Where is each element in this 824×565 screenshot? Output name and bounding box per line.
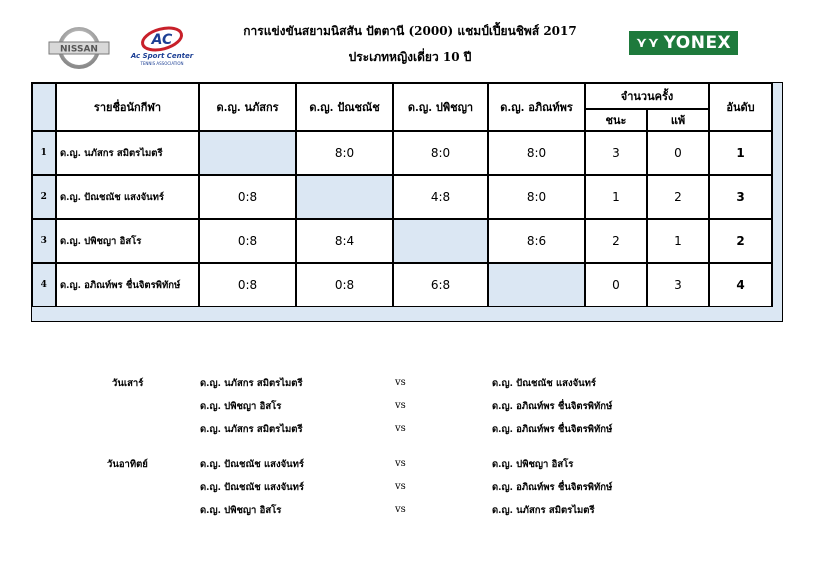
schedule-player-a: ด.ญ. ปพิชญา อิสโร — [200, 401, 282, 412]
score-cell: 4:8 — [393, 175, 488, 219]
schedule-player-a: ด.ญ. ปพิชญา อิสโร — [200, 505, 282, 516]
table-row — [32, 175, 772, 219]
rank-value: 1 — [709, 131, 772, 175]
schedule-vs: vs — [395, 423, 406, 434]
schedule-day: วันเสาร์ — [112, 378, 144, 389]
schedule-vs: vs — [395, 377, 406, 388]
win-count: 2 — [585, 219, 647, 263]
schedule-vs: vs — [395, 504, 406, 515]
loss-count: 3 — [647, 263, 709, 307]
score-cell: 8:0 — [296, 131, 393, 175]
score-cell: 8:6 — [488, 219, 585, 263]
schedule-player-a: ด.ญ. ปัณชณัช แสงจันทร์ — [200, 459, 305, 470]
score-cell — [393, 219, 488, 263]
svg-text:AC: AC — [151, 32, 173, 48]
header-name: รายชื่อนักกีฬา — [56, 83, 199, 131]
score-cell: 0:8 — [296, 263, 393, 307]
row-number: 2 — [32, 175, 56, 219]
header-no — [32, 83, 56, 131]
header-win: ชนะ — [585, 109, 647, 131]
header-player-3: ด.ญ. ปพิชญา — [393, 83, 488, 131]
header-loss: แพ้ — [647, 109, 709, 131]
table-row — [32, 219, 772, 263]
nissan-logo — [48, 26, 110, 70]
schedule-player-b: ด.ญ. อภิณท์พร ชื่นจิตรพิทักษ์ — [492, 401, 613, 412]
score-cell — [296, 175, 393, 219]
rank-value: 2 — [709, 219, 772, 263]
score-cell: 0:8 — [199, 175, 296, 219]
player-name: ด.ญ. อภิณท์พร ชื่นจิตรพิทักษ์ — [56, 263, 199, 307]
schedule-player-b: ด.ญ. อภิณท์พร ชื่นจิตรพิทักษ์ — [492, 424, 613, 435]
table-bottom-strip — [31, 307, 783, 322]
ac-logo-text: Ac Sport Center — [130, 52, 194, 60]
win-count: 3 — [585, 131, 647, 175]
score-cell: 8:0 — [488, 131, 585, 175]
table-row — [32, 263, 772, 307]
ac-logo-subtext: TENNIS ASSOCIATION — [140, 61, 184, 66]
score-cell: 0:8 — [199, 263, 296, 307]
schedule-player-b: ด.ญ. ปัณชณัช แสงจันทร์ — [492, 378, 597, 389]
score-cell: 8:0 — [393, 131, 488, 175]
rank-value: 3 — [709, 175, 772, 219]
page-subtitle: ประเภทหญิงเดี่ยว 10 ปี — [348, 50, 472, 64]
yonex-logo: ⋎⋎ YONEX — [629, 31, 738, 55]
score-cell: 6:8 — [393, 263, 488, 307]
schedule-player-a: ด.ญ. นภัสกร สมิตรไมตรี — [200, 378, 303, 389]
schedule-player-b: ด.ญ. นภัสกร สมิตรไมตรี — [492, 505, 595, 516]
score-cell — [488, 263, 585, 307]
player-name: ด.ญ. ปพิชญา อิสโร — [56, 219, 199, 263]
row-number: 1 — [32, 131, 56, 175]
schedule-day: วันอาทิตย์ — [107, 459, 148, 470]
rank-value: 4 — [709, 263, 772, 307]
schedule-vs: vs — [395, 400, 406, 411]
schedule-vs: vs — [395, 458, 406, 469]
nissan-logo-text: NISSAN — [60, 44, 98, 55]
score-cell: 8:4 — [296, 219, 393, 263]
row-number: 4 — [32, 263, 56, 307]
win-count: 1 — [585, 175, 647, 219]
row-number: 3 — [32, 219, 56, 263]
schedule-vs: vs — [395, 481, 406, 492]
ac-sport-center-logo — [124, 22, 200, 68]
header-player-4: ด.ญ. อภิณท์พร — [488, 83, 585, 131]
header-count: จำนวนครั้ง — [585, 83, 709, 109]
player-name: ด.ญ. นภัสกร สมิตรไมตรี — [56, 131, 199, 175]
page-title: การแข่งขันสยามนิสสัน ปัตตานี (2000) แชมป์เปี้ยนชิพส์ 2017 — [243, 24, 577, 38]
schedule-player-b: ด.ญ. อภิณท์พร ชื่นจิตรพิทักษ์ — [492, 482, 613, 493]
schedule-player-a: ด.ญ. นภัสกร สมิตรไมตรี — [200, 424, 303, 435]
score-cell: 0:8 — [199, 219, 296, 263]
results-table — [31, 82, 773, 308]
loss-count: 2 — [647, 175, 709, 219]
win-count: 0 — [585, 263, 647, 307]
score-cell — [199, 131, 296, 175]
loss-count: 1 — [647, 219, 709, 263]
header-player-1: ด.ญ. นภัสกร — [199, 83, 296, 131]
yonex-logo-text: YONEX — [663, 33, 732, 53]
table-row — [32, 131, 772, 175]
schedule-player-a: ด.ญ. ปัณชณัช แสงจันทร์ — [200, 482, 305, 493]
loss-count: 0 — [647, 131, 709, 175]
score-cell: 8:0 — [488, 175, 585, 219]
header-player-2: ด.ญ. ปัณชณัช — [296, 83, 393, 131]
header-rank: อันดับ — [709, 83, 772, 131]
schedule-player-b: ด.ญ. ปพิชญา อิสโร — [492, 459, 574, 470]
player-name: ด.ญ. ปัณชณัช แสงจันทร์ — [56, 175, 199, 219]
